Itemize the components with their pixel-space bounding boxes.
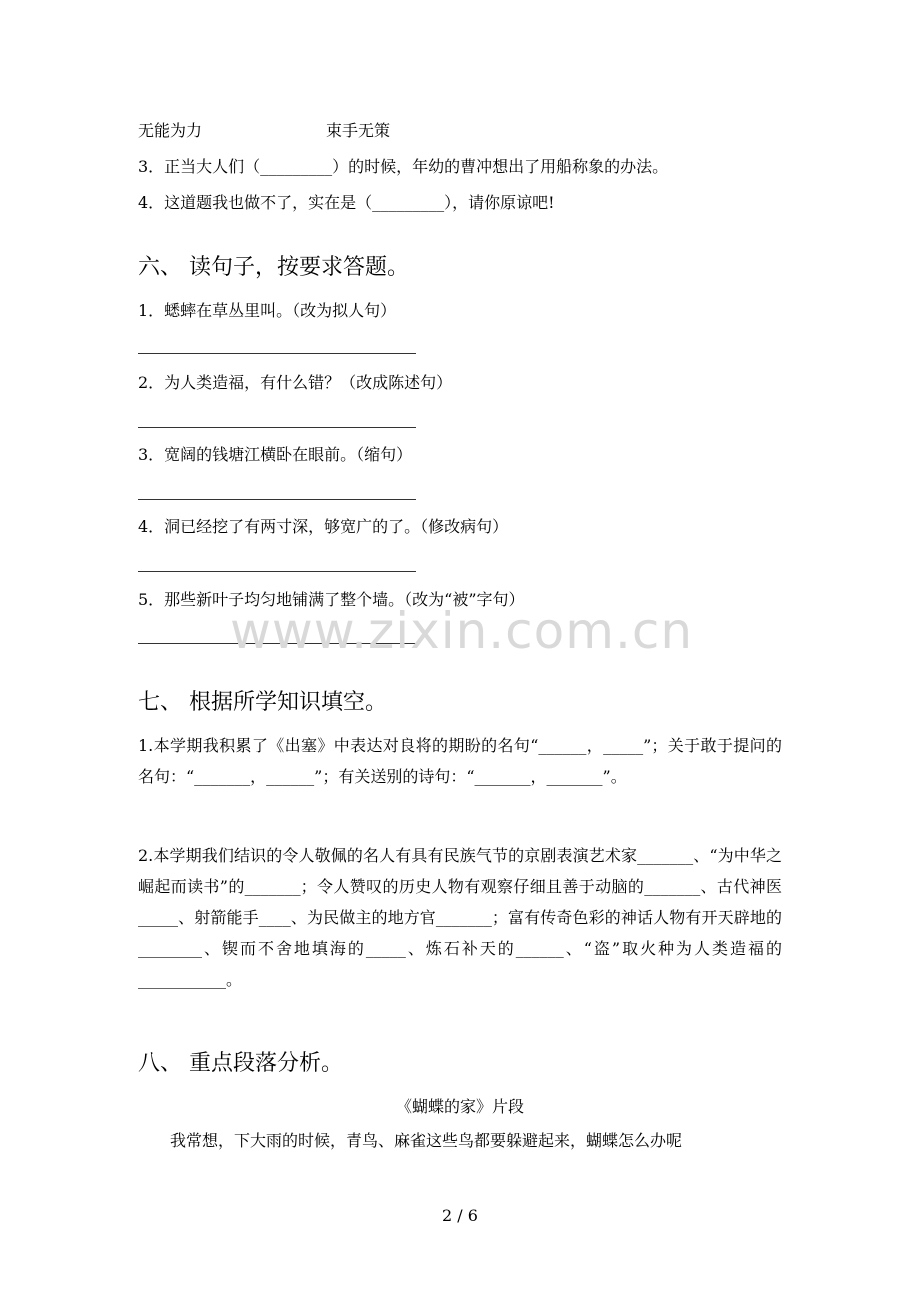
passage-title: 《蝴蝶的家》片段 [395,1097,524,1116]
passage-text: 我常想，下大雨的时候，青鸟、麻雀这些鸟都要躲避起来，蝴蝶怎么办呢 [170,1131,683,1150]
answer-line[interactable] [138,571,416,572]
section-heading: 七、 根据所学知识填空。 [138,690,387,715]
answer-line[interactable] [138,427,416,428]
option-word-2: 束手无策 [326,121,391,140]
fill-blank-paragraph: 2.本学期我们结识的令人敬佩的名人有具有民族气节的京剧表演艺术家_______、“为中华之崛起而读书”的_______；令人赞叹的历史人物有观察仔细且善于动脑的_______、古代神医_____、射箭能手____、为民做主的地方官_______；富有传奇色彩的神话人物有开天辟地的________、锲而不舍地填海的_____、炼石补天的______、“盗”取火种为人类造福的___________。 [138,846,782,989]
answer-line[interactable] [138,499,416,500]
page-number: 2 / 6 [442,1206,478,1225]
question-text: 1．蟋蟀在草丛里叫。（改为拟人句） [138,301,397,320]
watermark: www.zixin.com.cn [230,602,694,660]
section-heading: 六、 读句子，按要求答题。 [138,255,409,280]
question-text: 2．为人类造福，有什么错？（改成陈述句） [138,373,453,392]
answer-line[interactable] [138,353,416,354]
question-text: 3．宽阔的钱塘江横卧在眼前。（缩句） [138,445,413,464]
question-text: 5．那些新叶子均匀地铺满了整个墙。（改为“被”字句） [138,590,525,609]
question-text: 4．这道题我也做不了，实在是（_________），请你原谅吧! [138,193,555,212]
option-word-1: 无能为力 [138,121,203,140]
question-text: 3．正当大人们（_________）的时候，年幼的曹冲想出了用船称象的办法。 [138,157,669,176]
section-heading: 八、 重点段落分析。 [138,1051,343,1076]
fill-blank-paragraph: 1.本学期我积累了《出塞》中表达对良将的期盼的名句“______，_____”；关于敢于提问的名句：“_______，______”；有关送别的诗句：“_______，_______”。 [138,736,782,786]
question-text: 4．洞已经挖了有两寸深，够宽广的了。（修改病句） [138,517,509,536]
